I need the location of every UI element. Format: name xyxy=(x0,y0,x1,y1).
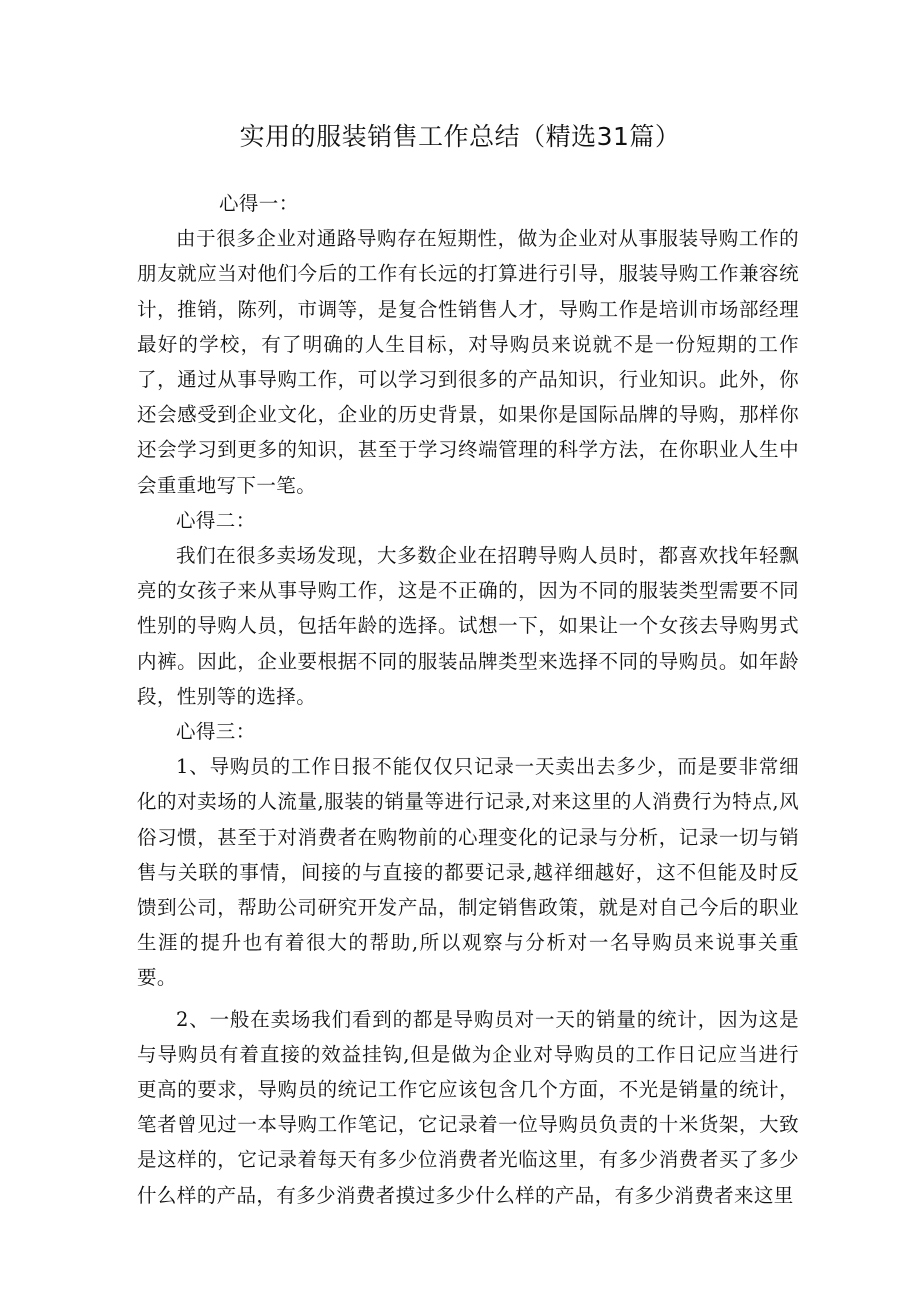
section-3-paragraph-1: 1、导购员的工作日报不能仅仅只记录一天卖出去多少，而是要非常细化的对卖场的人流量,服装的销量等进行记录,对来这里的人消费行为特点,风俗习惯，甚至于对消费者在购物前的心理变化的记录与分析，记录一切与销售与关联的事情，间接的与直接的都要记录,越祥细越好，这不但能及时反馈到公司，帮助公司研究开发产品，制定销售政策，就是对自己今后的职业生涯的提升也有着很大的帮助,所以观察与分析对一名导购员来说事关重要。 xyxy=(137,755,799,990)
section-3-paragraph-2: 2、一般在卖场我们看到的都是导购员对一天的销量的统计，因为这是与导购员有着直接的效益挂钩,但是做为企业对导购员的工作日记应当进行更高的要求，导购员的统记工作它应该包含几个方面，不光是销量的统计，笔者曾见过一本导购工作笔记，它记录着一位导购员负责的十米货架，大致是这样的，它记录着每天有多少位消费者光临这里，有多少消费者买了多少什么样的产品，有多少消费者摸过多少什么样的产品，有多少消费者来这里 xyxy=(137,1007,799,1207)
document-title: 实用的服装销售工作总结（精选31篇） xyxy=(239,122,681,151)
document-body xyxy=(137,186,799,1213)
section-heading-1: 心得一： xyxy=(219,192,299,215)
section-1-paragraph-1: 由于很多企业对通路导购存在短期性，做为企业对从事服装导购工作的朋友就应当对他们今后的工作有长远的打算进行引导，服装导购工作兼容统计，推销，陈列，市调等，是复合性销售人才，导购工作是培训市场部经理最好的学校，有了明确的人生目标，对导购员来说就不是一份短期的工作了，通过从事导购工作，可以学习到很多的产品知识，行业知识。此外，你还会感受到企业文化，企业的历史背景，如果你是国际品牌的导购，那样你还会学习到更多的知识，甚至于学习终端管理的科学方法，在你职业人生中会重重地写下一笔。 xyxy=(137,227,799,497)
section-heading-3: 心得三： xyxy=(176,720,256,744)
section-2-paragraph-1: 我们在很多卖场发现，大多数企业在招聘导购人员时，都喜欢找年轻飘亮的女孩子来从事导购工作，这是不正确的，因为不同的服装类型需要不同性别的导购人员，包括年龄的选择。试想一下，如果让一个女孩去导购男式内裤。因此，企业要根据不同的服装品牌类型来选择不同的导购员。如年龄段，性别等的选择。 xyxy=(137,544,799,708)
section-heading-2: 心得二： xyxy=(176,508,256,532)
